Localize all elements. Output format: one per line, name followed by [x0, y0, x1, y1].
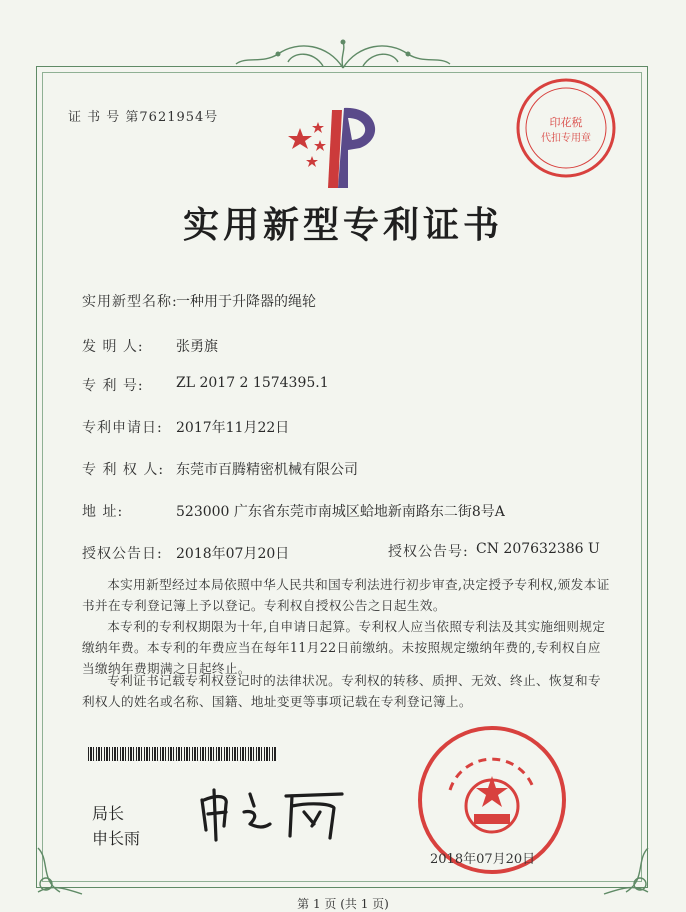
grant-date-label: 授权公告日: — [82, 546, 163, 562]
certificate-title: 实用新型专利证书 — [182, 204, 503, 246]
signature-date: 2018年07月20日 — [430, 852, 536, 867]
inventor-value: 张勇旗 — [176, 339, 218, 355]
utility-model-name-value: 一种用于升降器的绳轮 — [176, 294, 316, 310]
corner-ornament-bottom-right — [596, 840, 656, 900]
tax-stamp-seal — [514, 76, 618, 180]
top-ornament — [218, 36, 468, 72]
grant-number-label: 授权公告号: — [388, 544, 469, 560]
cnipa-logo — [282, 98, 392, 194]
svg-text:代扣专用章: 代扣专用章 — [541, 133, 591, 144]
inventor-label: 发 明 人: — [82, 339, 144, 355]
utility-model-name-label: 实用新型名称: — [82, 294, 178, 310]
certificate-number: 证 书 号 第7621954号 — [68, 110, 219, 125]
patentee-label: 专 利 权 人: — [82, 462, 165, 478]
grant-date-value: 2018年07月20日 — [176, 546, 290, 562]
corner-ornament-bottom-left — [30, 840, 90, 900]
director-handwritten-signature — [192, 784, 352, 844]
barcode — [88, 747, 276, 761]
director-title: 局长 — [92, 804, 125, 823]
address-label: 地 址: — [82, 504, 124, 520]
address-value: 523000 广东省东莞市南城区蛤地新南路东二街8号A — [176, 504, 505, 520]
filing-date-value: 2017年11月22日 — [176, 420, 290, 436]
svg-text:印花税: 印花税 — [549, 116, 583, 129]
tax-stamp-graphic — [514, 76, 618, 180]
patentee-value: 东莞市百腾精密机械有限公司 — [176, 462, 358, 478]
page-indicator: 第 1 页 (共 1 页) — [297, 897, 389, 911]
filing-date-label: 专利申请日: — [82, 420, 163, 436]
patent-number-label: 专 利 号: — [82, 378, 144, 394]
paragraph-examination: 本实用新型经过本局依照中华人民共和国专利法进行初步审查,决定授予专利权,颁发本证书并在专利登记簿上予以登记。专利权自授权公告之日起生效。 — [82, 577, 610, 613]
director-name: 申长雨 — [92, 829, 141, 848]
patent-number-value: ZL 2017 2 1574395.1 — [176, 375, 329, 391]
paragraph-term: 本专利的专利权期限为十年,自申请日起算。专利权人应当依照专利法及其实施细则规定缴纳年费。本专利的年费应当在每年11月22日前缴纳。未按照规定缴纳年费的,专利权自应当缴纳年费期满之日起终止。 — [82, 619, 606, 676]
grant-number-value: CN 207632386 U — [476, 541, 600, 557]
paragraph-legal-status: 专利证书记载专利权登记时的法律状况。专利权的转移、质押、无效、终止、恢复和专利权人的姓名或名称、国籍、地址变更等事项记载在专利登记簿上。 — [82, 673, 601, 709]
